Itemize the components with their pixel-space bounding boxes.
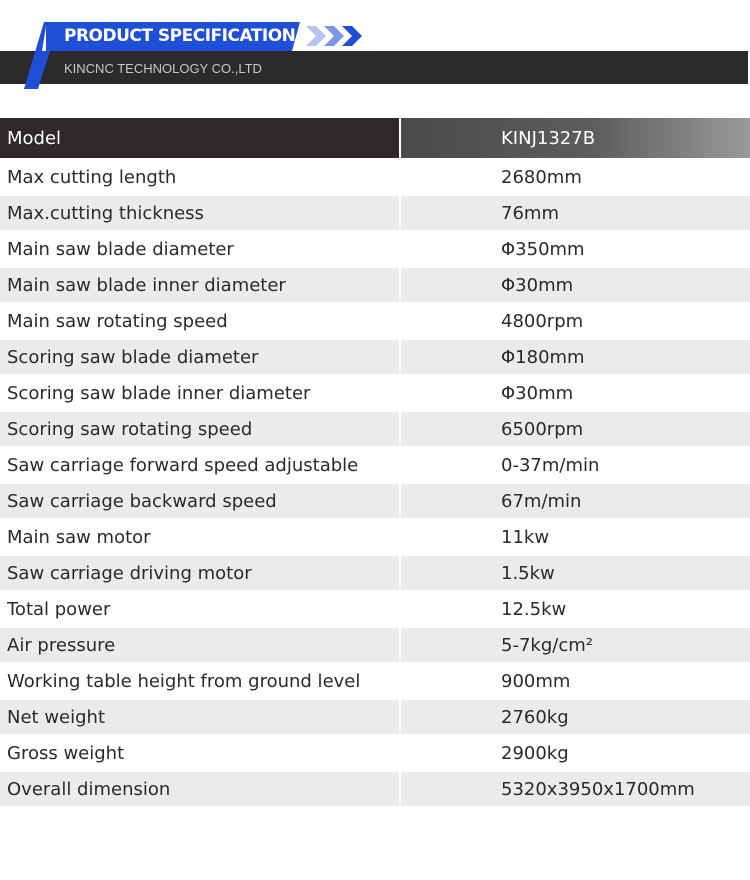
table-row [0, 519, 750, 555]
table-row [0, 339, 750, 375]
spec-label: Scoring saw blade diameter [0, 339, 400, 375]
spec-banner [0, 0, 750, 100]
table-header-row [0, 118, 750, 159]
table-row [0, 663, 750, 699]
table-row [0, 231, 750, 267]
spec-value: 2680mm [400, 159, 750, 195]
header-label: Model [0, 118, 400, 159]
table-row [0, 591, 750, 627]
table-row [0, 735, 750, 771]
spec-label: Scoring saw rotating speed [0, 411, 400, 447]
table-row [0, 267, 750, 303]
spec-value: Φ180mm [400, 339, 750, 375]
banner-title: PRODUCT SPECIFICATION [64, 26, 296, 46]
spec-value: 2760kg [400, 699, 750, 735]
spec-label: Main saw blade diameter [0, 231, 400, 267]
table-row [0, 699, 750, 735]
spec-label: Total power [0, 591, 400, 627]
spec-value: 5320x3950x1700mm [400, 771, 750, 807]
spec-label: Main saw rotating speed [0, 303, 400, 339]
banner-subtitle: KINCNC TECHNOLOGY CO.,LTD [64, 61, 262, 76]
table-row [0, 483, 750, 519]
table-row [0, 627, 750, 663]
spec-value: 900mm [400, 663, 750, 699]
spec-label: Max cutting length [0, 159, 400, 195]
spec-label: Net weight [0, 699, 400, 735]
spec-label: Air pressure [0, 627, 400, 663]
spec-value: 11kw [400, 519, 750, 555]
spec-label: Scoring saw blade inner diameter [0, 375, 400, 411]
triple-chevron-right-icon [306, 26, 368, 46]
spec-label: Working table height from ground level [0, 663, 400, 699]
spec-value: 4800rpm [400, 303, 750, 339]
table-row [0, 159, 750, 195]
spec-label: Max.cutting thickness [0, 195, 400, 231]
spec-value: 6500rpm [400, 411, 750, 447]
spec-label: Gross weight [0, 735, 400, 771]
spec-label: Main saw blade inner diameter [0, 267, 400, 303]
spec-value: 0-37m/min [400, 447, 750, 483]
spec-label: Saw carriage forward speed adjustable [0, 447, 400, 483]
spec-value: 67m/min [400, 483, 750, 519]
table-row [0, 375, 750, 411]
table-row [0, 195, 750, 231]
spec-value: Φ30mm [400, 375, 750, 411]
table-row [0, 303, 750, 339]
table-row [0, 555, 750, 591]
table-row [0, 771, 750, 807]
table-row [0, 447, 750, 483]
spec-label: Overall dimension [0, 771, 400, 807]
spec-value: 5-7kg/cm² [400, 627, 750, 663]
spec-label: Main saw motor [0, 519, 400, 555]
spec-value: 76mm [400, 195, 750, 231]
table-row [0, 411, 750, 447]
spec-label: Saw carriage backward speed [0, 483, 400, 519]
spec-value: 2900kg [400, 735, 750, 771]
spec-value: Φ30mm [400, 267, 750, 303]
header-value: KINJ1327B [400, 118, 750, 159]
spec-label: Saw carriage driving motor [0, 555, 400, 591]
spec-value: 12.5kw [400, 591, 750, 627]
spec-table [0, 118, 750, 808]
spec-value: Φ350mm [400, 231, 750, 267]
spec-value: 1.5kw [400, 555, 750, 591]
